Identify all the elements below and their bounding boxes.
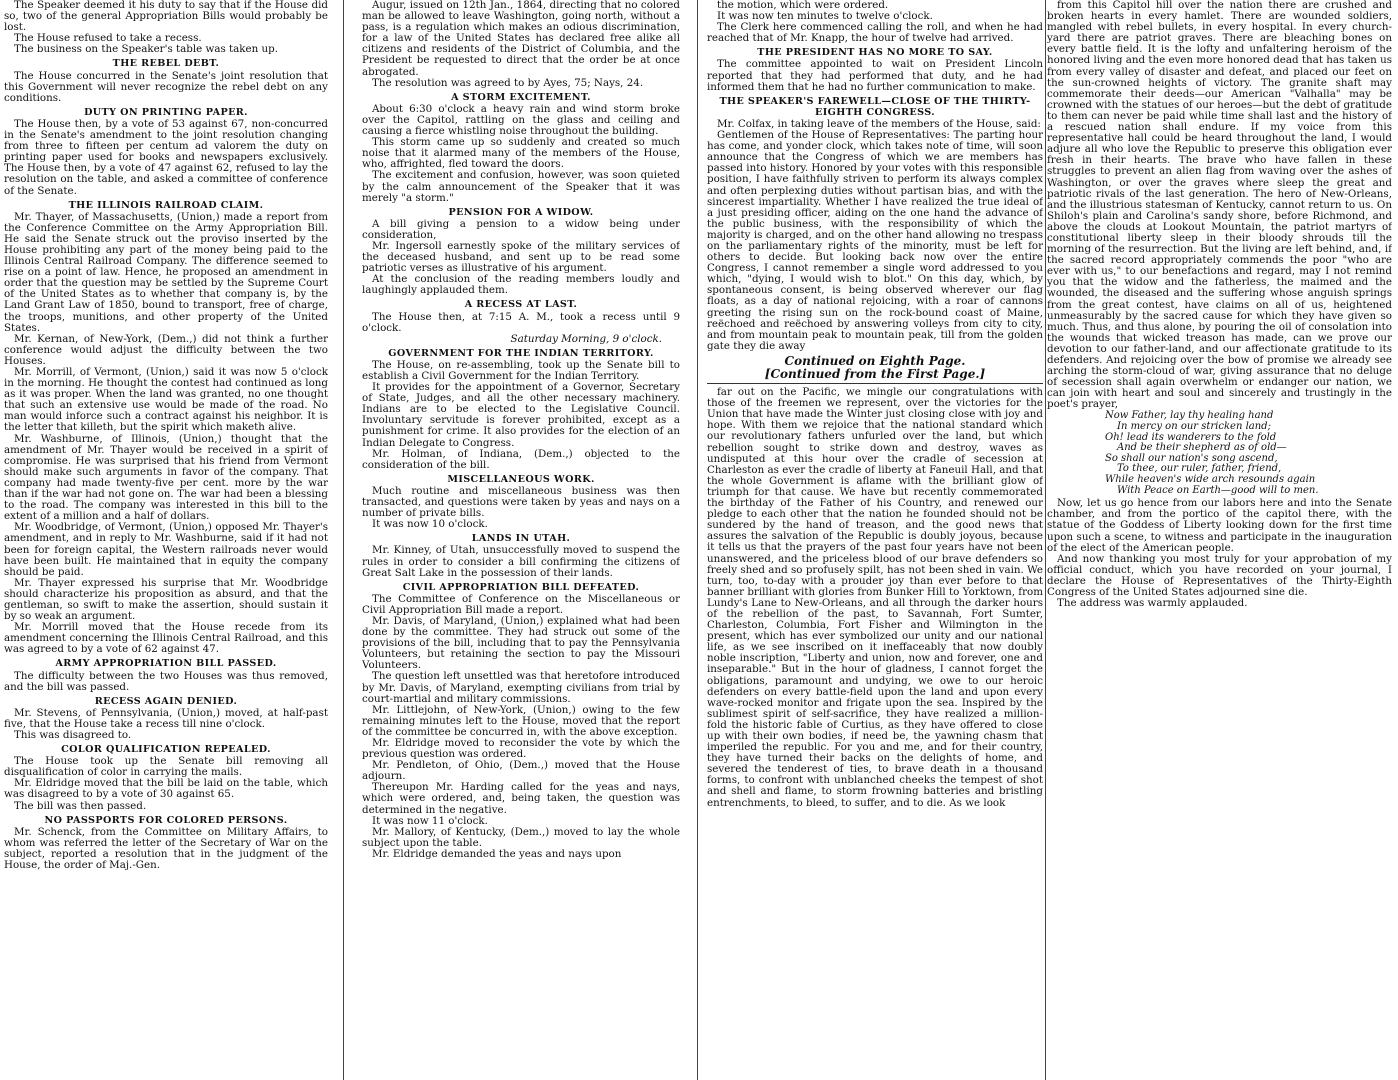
column-3 [707,0,1043,1080]
paragraph: the motion, which were ordered. [717,0,889,11]
verse-line: Now Father, lay thy healing hand [1105,410,1274,422]
paragraph: The committee appointed to wait on President Lincoln reported that they had performed that duty, and he had informed them that he had no further communication to make. [707,58,1043,93]
poem-verse [1105,411,1392,496]
paragraph: Mr. Washburne, of Illinois, (Union,) thought that the amendment of Mr. Thayer would be received in a spirit of compromise. He was surprised that his friend from Vermont should make such arguments in favor of the company. That company had made twenty-five per cent. more by the war than if the war had not gone on. The war had been a blessing to the road. The company was interested in this bill to the extent of a million and a half of dollars. [4,432,328,523]
continued-from-note: [Continued from the First Page.] [707,369,1043,384]
paragraph: from this Capitol hill over the nation there are crushed and broken hearts in every hamlet. There are wounded soldiers, mangled with rebel bullets, in every hospital. In every church-yard there are patriot graves. There are bleaching bones on every battle field. It is the lofty and unfaltering heroism of the honored living and the even more honored dead that has taken us from every valley of disaster and defeat, and placed our feet on the sun-crowned heights of victory. The granite shaft may commemorate their deeds—our American "Valhalla" may be crowned with the statues of our heroes—but the debt of gratitude to them can never be paid while time shall last and the history of a rescued nation shall endure. If my voice from this representative hall could be heard throughout the land, I would adjure all who love the Republic to preserve this obligation ever fresh in their hearts. The brave who have fallen in these struggles to prevent an alien flag from waving over the ashes of Washington, or over the graves where sleep the great and patriotic rivals of the last generation. The hero of New-Orleans, and the illustrious statesman of Kentucky, cannot return to us. On Shiloh's plain and Carolina's sandy shore, before Richmond, and above the clouds at Lookout Mountain, the patriot martyrs of constitutional liberty sleep in their bloody shrouds till the morning of the resurrection. But the living are left behind, and, if the sacred record appropriately commends the poor "who are ever with us," to our benefactions and regard, may I not remind you that the widow and the fatherless, the maimed and the wounded, the diseased and the suffering whose anguish springs from the great contest, have claims on all of us, heightened unmeasurably by the sacred cause for which they have given so much. Thus, and thus alone, by pouring the oil of consolation into the wounds that wicked treason has made, can we prove our devotion to our father-land, and our affectionate gratitude to its defenders. And rejoicing over the bow of promise we already see arching the storm-cloud of war, giving assurance that no deluge of secession shall again overwhelm or endanger our nation, we can join with heart and soul and sincerely and trustingly in the poet's prayer, [1047,0,1392,411]
section-heading: THE SPEAKER'S FAREWELL—CLOSE OF THE THIRTY-EIGHTH CONGRESS. [719,95,1031,118]
paragraph: Mr. Eldridge demanded the yeas and nays upon [372,847,622,860]
paragraph: Mr. Ingersoll earnestly spoke of the military services of the deceased husband, and sent up to be read some patriotic verses as illustrative of his argument. [362,239,680,275]
article-section [707,0,1043,44]
article-section [4,107,328,197]
paragraph: Mr. Woodbridge, of Vermont, (Union,) opposed Mr. Thayer's amendment, and in reply to Mr. Washburne, said if it had not been for foreign capital, the Western railroads never would have been built. He maintained that in equity the company should be paid. [4,521,328,578]
paragraph: The House then, at 7:15 A. M., took a recess until 9 o'clock. [362,310,680,334]
section-heading: THE PRESIDENT HAS NO MORE TO SAY. [757,47,993,59]
article-section [362,207,680,297]
paragraph: The House, on re-assembling, took up the Senate bill to establish a Civil Government for the Indian Territory. [362,358,680,382]
section-heading: CIVIL APPROPRIATION BILL DEFEATED. [402,581,640,593]
paragraph: This storm came up so suddenly and created so much noise that it alarmed many of the members of the House, who, affrighted, fled toward the doors. [362,136,680,171]
verse-line: Oh! lead its wanderers to the fold [1105,431,1277,443]
paragraph: Gentlemen of the House of Representatives: The parting hour has come, and yonder clock, which takes note of time, will soon announce that the Congress of which we are members has passed into history. Honored by your votes with this responsible position, I have faithfully striven to perform its always complex and often perplexing duties without partisan bias, and with the sincerest impartiality. Whether I have realized the true ideal of a just presiding officer, aiding on the one hand the advance of the public business, with the responsibility of which the majority is charged, and on the other hand allowing no trespass on the parliamentary rights of the minority, must be left for others to decide. But looking back now over the entire Congress, I cannot remember a single word addressed to you which, "dying, I would wish to blot." On this day, which, by spontaneous consent, is being observed wherever our flag floats, as a day of national rejoicing, with a roar of cannons greeting the rising sun on the rock-bound coast of Maine, reëchoed and reëchoed by answering volleys from city to city, and from mountain peak to mountain peak, till from the golden gate they die away [707,129,1043,352]
paragraph: It was now ten minutes to twelve o'clock. [717,10,933,23]
verse-line: To thee, our ruler, father, friend, [1117,463,1282,475]
article-section [362,582,680,860]
verse-line: In mercy on our stricken land; [1117,421,1271,433]
paragraph: Mr. Littlejohn, of New-York, (Union,) owing to the few remaining minutes left to the House, moved that the report of the committee be concurred in, with the above exception. [362,703,680,738]
paragraph: Mr. Stevens, of Pennsylvania, (Union,) moved, at half-past five, that the House take a recess till nine o'clock. [4,706,328,730]
paragraph: Mr. Schenck, from the Committee on Military Affairs, to whom was referred the letter of the Secretary of War on the subject, reported a resolution that in the judgment of the House, the order of Maj.-Gen. [4,825,328,872]
article-section [362,474,680,530]
paragraph: And now thanking you most truly for your approbation of my official conduct, which you have recorded on your journal, I declare the House of Representatives of the Thirty-Eighth Congress of the United States adjourned sine die. [1047,552,1392,598]
article-section [4,744,328,812]
article-section [362,299,680,344]
paragraph: The difficulty between the two Houses was thus removed, and the bill was passed. [4,669,328,693]
article-section [362,92,680,204]
paragraph: Mr. Pendleton, of Ohio, (Dem.,) moved that the House adjourn. [362,759,680,783]
section-heading: MISCELLANEOUS WORK. [447,473,595,485]
paragraph: Mr. Thayer, of Massachusetts, (Union,) made a report from the Conference Committee on the Army Appropriation Bill. He said the Senate struck out the proviso inserted by the House prohibiting any part of the money being paid to the Illinois Central Railroad Company. The difference seemed to rise on a point of law. Hence, he proposed an amendment in order that the question may be settled by the Supreme Court of the United States as to whether that company is, by the Land Grant Law of 1850, bound to transport, free of charge, the troops, munitions, and other property of the United States. [4,210,328,334]
paragraph: The excitement and confusion, however, was soon quieted by the calm announcement of the Speaker that it was merely "a storm." [362,169,680,204]
section-heading: ARMY APPROPRIATION BILL PASSED. [55,658,277,670]
article-section [4,200,328,656]
article-section [4,815,328,871]
paragraph: Thereupon Mr. Harding called for the yeas and nays, which were ordered, and, being taken, the question was determined in the negative. [362,781,680,816]
paragraph: The question left unsettled was that heretofore introduced by Mr. Davis, of Maryland, exempting civilians from trial by court-martial and military commissions. [362,670,680,705]
article-section [362,533,680,578]
continued-note: Continued on Eighth Page. [784,353,966,368]
paragraph: This was disagreed to. [14,729,132,741]
article-section [4,696,328,741]
paragraph: Mr. Holman, of Indiana, (Dem.,) objected to the consideration of the bill. [362,447,680,471]
verse-line: With Peace on Earth—good will to men. [1117,484,1319,496]
article-section [707,47,1043,92]
section-heading: A STORM EXCITEMENT. [451,91,591,103]
paragraph: A bill giving a pension to a widow being under consideration, [362,217,680,241]
paragraph: It was now 11 o'clock. [372,814,488,827]
column-2 [362,0,680,1080]
paragraph: Mr. Kernan, of New-York, (Dem.,) did not think a further conference would adjust the difficulty between the two Houses. [4,332,328,367]
section-heading: THE REBEL DEBT. [112,58,220,70]
section-heading: A RECESS AT LAST. [464,299,578,311]
paragraph: It provides for the appointment of a Governor, Secretary of State, Judges, and all the other necessary machinery. Indians are to be elected to the Legislative Council. Involuntary servitude is forever prohibited, except as a punishment for crime. It also provides for the election of an Indian Delegate to Congress. [362,381,680,449]
paragraph: The House took up the Senate bill removing all disqualification of color in carrying the mails. [4,755,328,779]
article-section [362,348,680,471]
paragraph: Mr. Davis, of Maryland, (Union,) explained what had been done by the committee. They had struck out some of the provisions of the bill, including that to pay the Pennsylvania Volunteers, but retaining the section to pay the Missouri Volunteers. [362,614,680,672]
article-section [1047,0,1392,609]
paragraph: Mr. Morrill moved that the House recede from its amendment concerning the Illinois Central Railroad, and this was agreed to by a vote of 62 against 47. [4,621,328,656]
column-rule [1045,0,1046,1080]
paragraph: Now, let us go hence from our labors here and into the Senate chamber, and from the portico of the capitol there, with the statue of the Goddess of Liberty looking down for the first time upon such a scene, to witness and participate in the inauguration of the elect of the American people. [1047,497,1392,554]
paragraph: The Clerk here commenced calling the roll, and when he had reached that of Mr. Knapp, the hour of twelve had arrived. [707,21,1043,45]
article-section [707,96,1043,352]
paragraph: The address was warmly applauded. [1057,597,1248,610]
section-heading: RECESS AGAIN DENIED. [94,695,238,707]
column-1 [4,0,328,1080]
article-section [4,658,328,692]
paragraph: Mr. Mallory, of Kentucky, (Dem.,) moved to lay the whole subject upon the table. [362,825,680,849]
paragraph: The resolution was agreed to by Ayes, 75; Nays, 24. [372,76,644,89]
verse-line: So shall our nation's song ascend, [1105,452,1278,464]
section-heading: GOVERNMENT FOR THE INDIAN TERRITORY. [388,347,654,359]
paragraph: The bill was then passed. [14,799,147,812]
paragraph: The Committee of Conference on the Miscellaneous or Civil Appropriation Bill made a report. [362,592,680,616]
paragraph: Much routine and miscellaneous business was then transacted, and questions were taken by yeas and nays on a number of private bills. [362,484,680,520]
article-section [4,0,328,55]
paragraph: The business on the Speaker's table was taken up. [14,43,279,56]
section-heading: COLOR QUALIFICATION REPEALED. [61,744,271,756]
paragraph: The House then, by a vote of 53 against 67, non-concurred in the Senate's amendment to the joint resolution changing from three to fifteen per centum ad valorem the duty on printing paper used for books and newspapers exclusively. The House then, by a vote of 47 against 62, refused to lay the resolution on the table, and asked a committee of conference of the Senate. [4,117,328,197]
paragraph: Mr. Thayer expressed his surprise that Mr. Woodbridge should characterize his proposition as absurd, and that the gentleman, so swift to make the assertion, should sustain it by so weak an argument. [4,576,328,623]
paragraph: Mr. Morrill, of Vermont, (Union,) said it was now 5 o'clock in the morning. He thought the contest had continued as long as it was proper. When the land was granted, no one thought that such an extensive use would be made of the road. No man would inforce such a contract against his neighbor. It is the letter that killeth, but the spirit which maketh alive. [4,366,328,434]
article-section [4,58,328,103]
section-heading: NO PASSPORTS FOR COLORED PERSONS. [44,814,288,826]
section-heading: THE ILLINOIS RAILROAD CLAIM. [68,199,264,211]
paragraph: Mr. Kinney, of Utah, unsuccessfully moved to suspend the rules in order to consider a bill confirming the citizens of Great Salt Lake in the possession of their lands. [362,544,680,579]
paragraph: The House concurred in the Senate's joint resolution that this Government will never recognize the rebel debt on any conditions. [4,69,328,104]
column-rule [697,0,698,1080]
paragraph: Mr. Eldridge moved that the bill be laid on the table, which was disagreed to by a vote of 30 against 65. [4,777,328,801]
article-section [362,0,680,89]
verse-line: And be their shepherd as of old— [1117,442,1287,454]
paragraph: The House refused to take a recess. [14,32,202,45]
column-rule [343,0,344,1080]
paragraph: The Speaker deemed it his duty to say that if the House did so, two of the general Appropriation Bills would probably be lost. [4,0,328,34]
paragraph: At the conclusion of the reading members loudly and laughingly applauded them. [362,273,680,297]
paragraph: It was now 10 o'clock. [372,518,488,531]
section-heading: DUTY ON PRINTING PAPER. [84,106,248,118]
paragraph: Mr. Eldridge moved to reconsider the vote by which the previous question was ordered. [362,737,680,761]
paragraph: Augur, issued on 12th Jan., 1864, directing that no colored man be allowed to leave Washington, going north, without a pass, is a regulation which makes an odious discrimination, for a law of the United States has declared free alike all citizens and residents of the District of Columbia, and the President be requested to direct that the order be at once abrogated. [362,0,680,78]
dateline: Saturday Morning, 9 o'clock. [510,332,662,345]
section-heading: PENSION FOR A WIDOW. [448,206,594,218]
article-section [707,353,1043,809]
paragraph: Mr. Colfax, in taking leave of the members of the House, said: [717,117,1041,130]
column-4 [1047,0,1392,1080]
verse-line: While heaven's wide arch resounds again [1105,474,1316,486]
section-heading: LANDS IN UTAH. [471,533,571,545]
paragraph: About 6:30 o'clock a heavy rain and wind storm broke over the Capitol, rattling on the glass and ceiling and causing a fierce whistling noise throughout the building. [362,102,680,138]
paragraph: far out on the Pacific, we mingle our congratulations with those of the freemen we represent, over the victories for the Union that have made the Winter just closing close with joy and hope. With them we rejoice that the national standard which our revolutionary fathers unfurled over the land, but which rebellion sought to strike down and destroy, waves as undisputed at this hour over the cradle of secession at Charleston as ever the cradle of liberty at Faneuil Hall, and that the whole Government is aflame with the brilliant glow of triumph for that cause. We have but recently commemorated the birthday of the Father of his Country, and renewed our pledge to each other that the nation he founded should not be sundered by the hand of treason, and the good news that assures the salvation of the Republic is doubly joyous, because it tells us that the prayers of the past four years have not been unanswered, and the priceless blood of our brave defenders so freely shed and so profusely spilt, has not been shed in vain. We turn, too, to-day with a prouder joy than ever before to that banner brilliant with glories from Bunker Hill to Yorktown, from Lundy's Lane to New-Orleans, and all through the darker hours of the rebellion of the past, to Savannah, Fort Sumter, Charleston, Columbia, Fort Fisher and Wilmington in the present, which has ever symbolized our unity and our national life, as we see inscribed on it ineffaceably that now doubly noble inscription, "Liberty and union, now and forever, one and inseparable." But in the hour of gladness, I cannot forget the obligations, paramount and undying, we owe to our heroic defenders on every battle-field upon the land and upon every wave-rocked monitor and frigate upon the sea. Inspired by the sublimest spirit of self-sacrifice, they have realized a million-fold the historic fable of Curtius, as they have offered to close up with their own bodies, if need be, the yawning chasm that imperiled the republic. For you and me, and for their country, they have turned their backs on the delights of home, and severed the tenderest of ties, to brave death in a thousand forms, to confront with unblanched cheeks the tempest of shot and shell and flame, to storm frowning batteries and bristling entrenchments, to bleed, to suffer, and to die. As we look [707,386,1043,809]
